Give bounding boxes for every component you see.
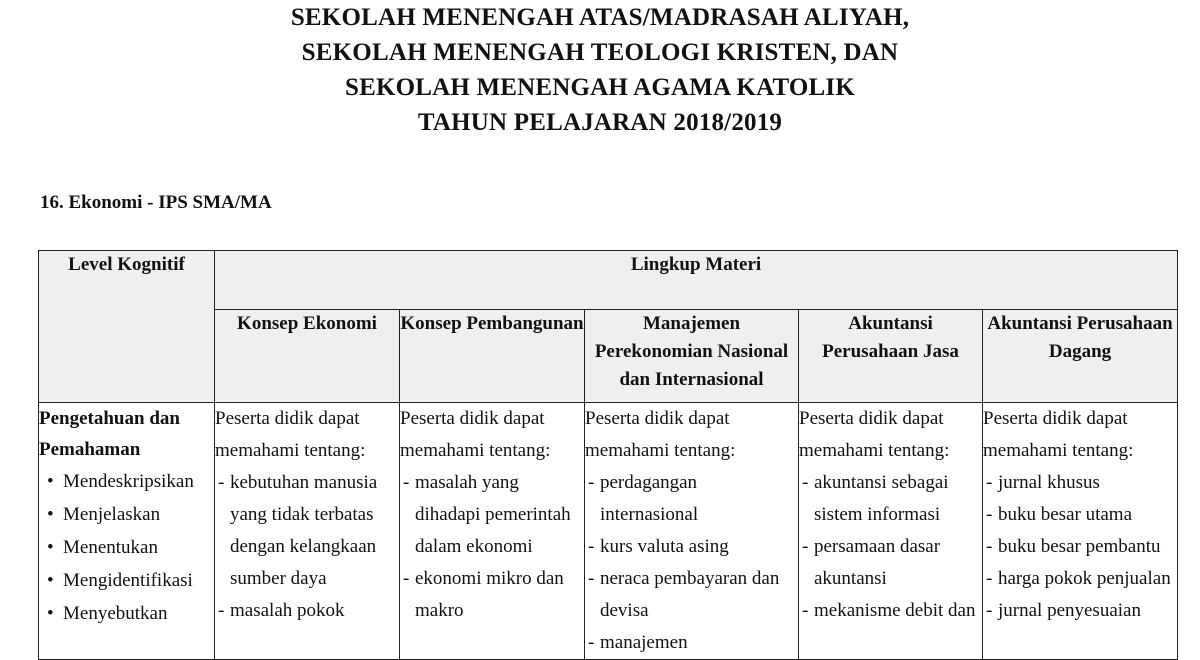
list-item: - masalah pokok (215, 595, 399, 627)
intro-line: Peserta didik dapat (400, 408, 545, 429)
column-header: Konsep Ekonomi (215, 310, 400, 403)
level-kognitif-header: Level Kognitif (39, 251, 215, 403)
list-item: - kebutuhan manusia yang tidak terbatas dengan kelangkaan sumber daya (215, 467, 399, 595)
list-item: - akuntansi sebagai sistem informasi (799, 467, 982, 531)
intro-line: memahami tentang: (400, 440, 551, 461)
materi-list (799, 467, 982, 627)
title-line: SEKOLAH MENENGAH TEOLOGI KRISTEN, DAN (301, 39, 899, 66)
column-header: Konsep Pembangunan (400, 310, 585, 403)
kisi-kisi-table (38, 250, 1178, 660)
materi-cell (400, 403, 585, 660)
level-title: Pengetahuan dan (39, 408, 180, 429)
intro-line: memahami tentang: (983, 440, 1134, 461)
intro-line: memahami tentang: (799, 440, 950, 461)
list-item: - ekonomi mikro dan makro (400, 563, 584, 627)
list-item: - buku besar utama (983, 499, 1177, 531)
verb-item: • Menjelaskan (39, 498, 214, 531)
section-heading: 16. Ekonomi - IPS SMA/MA (40, 192, 272, 213)
materi-cell (585, 403, 799, 660)
list-item: - jurnal penyesuaian (983, 595, 1177, 627)
list-item: - persamaan dasar akuntansi (799, 531, 982, 595)
title-line: SEKOLAH MENENGAH AGAMA KATOLIK (344, 74, 855, 101)
list-item: - masalah yang dihadapi pemerintah dalam ekonomi (400, 467, 584, 563)
column-header: Akuntansi Perusahaan Jasa (799, 310, 983, 403)
intro-line: Peserta didik dapat (215, 408, 360, 429)
list-item: - perdagangan internasional (585, 467, 798, 531)
verb-item: • Mengidentifikasi (39, 564, 214, 597)
materi-list (585, 467, 798, 659)
title-line: TAHUN PELAJARAN 2018/2019 (417, 109, 783, 136)
intro-line: Peserta didik dapat (799, 408, 944, 429)
list-item: - harga pokok penjualan (983, 563, 1177, 595)
column-header: Manajemen Perekonomian Nasional dan Internasional (585, 310, 799, 403)
verb-item: • Mendeskripsikan (39, 465, 214, 498)
list-item: - neraca pembayaran dan devisa (585, 563, 798, 627)
intro-line: Peserta didik dapat (585, 408, 730, 429)
verb-list (39, 465, 214, 630)
intro-line: memahami tentang: (585, 440, 736, 461)
title-line: SEKOLAH MENENGAH ATAS/MADRASAH ALIYAH, (290, 4, 910, 31)
materi-cell (983, 403, 1178, 660)
list-item: - manajemen (585, 627, 798, 659)
intro-line: memahami tentang: (215, 440, 366, 461)
list-item: - mekanisme debit dan (799, 595, 982, 627)
materi-cell (799, 403, 983, 660)
list-item: - buku besar pembantu (983, 531, 1177, 563)
column-header: Akuntansi Perusahaan Dagang (983, 310, 1178, 403)
materi-list (215, 467, 399, 627)
verb-item: • Menentukan (39, 531, 214, 564)
intro-line: Peserta didik dapat (983, 408, 1128, 429)
verb-item: • Menyebutkan (39, 597, 214, 630)
list-item: - jurnal khusus (983, 467, 1177, 499)
level-title: Pemahaman (39, 439, 141, 460)
materi-list (983, 467, 1177, 627)
list-item: - kurs valuta asing (585, 531, 798, 563)
materi-list (400, 467, 584, 627)
level-cell (39, 403, 215, 660)
lingkup-materi-header: Lingkup Materi (215, 251, 1178, 310)
materi-cell (215, 403, 400, 660)
document-title (0, 0, 1200, 140)
